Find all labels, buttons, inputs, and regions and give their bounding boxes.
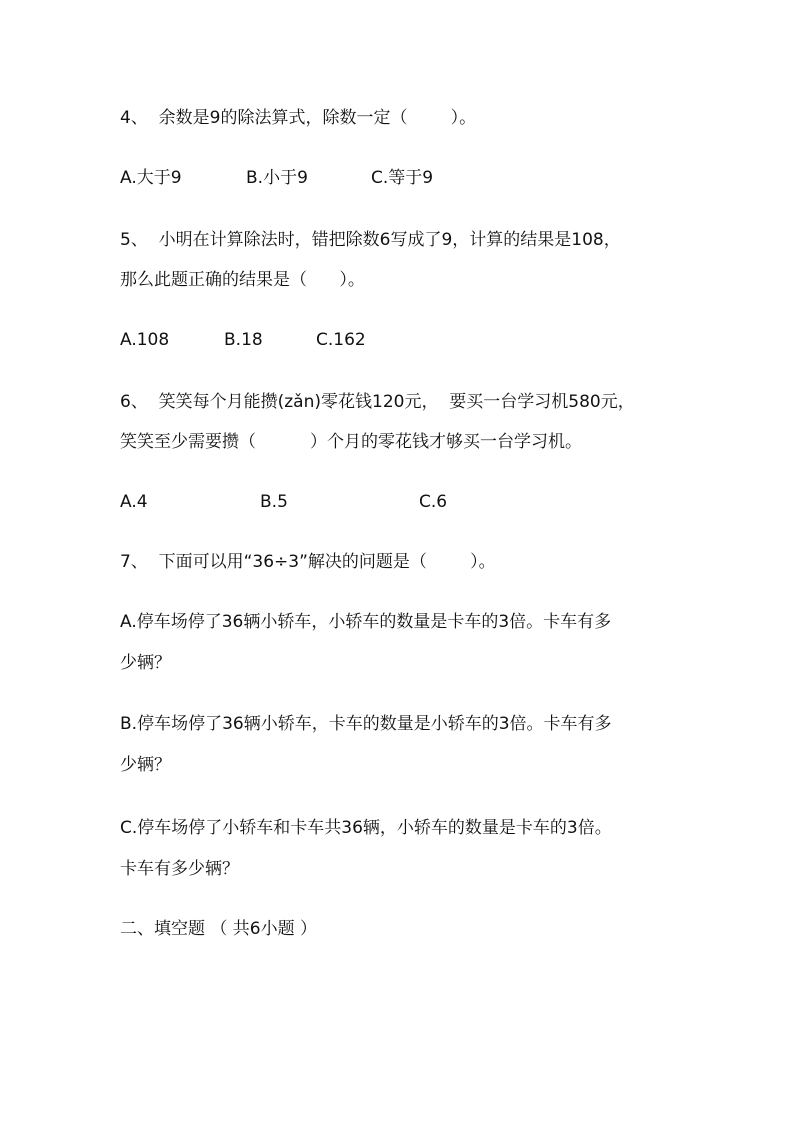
- question-5-options: [120, 328, 720, 352]
- question-7-choice-c-line-1: C.停车场停了小轿车和卡车共36辆，小轿车的数量是卡车的3倍。: [120, 818, 612, 838]
- question-7-choice-b-line-1: B.停车场停了36辆小轿车，卡车的数量是小轿车的3倍。卡车有多: [120, 714, 612, 734]
- question-5-text-line-1: 5、 小明在计算除法时，错把除数6写成了9，计算的结果是108，: [120, 230, 621, 250]
- question-6-option-a: A.4: [120, 492, 148, 512]
- question-5-option-b: B.18: [224, 330, 263, 350]
- question-4-options: [120, 166, 720, 190]
- question-4-option-c: C.等于9: [371, 168, 434, 188]
- question-7-text: 7、 下面可以用“36÷3”解决的问题是（ ）。: [120, 552, 496, 572]
- question-6-options: [120, 490, 720, 514]
- section-heading-fill-in: 二、填空题 （ 共6小题 ）: [120, 919, 318, 939]
- question-4-option-b: B.小于9: [246, 168, 308, 188]
- question-6-text-line-1: 6、 笑笑每个月能攒(zǎn)零花钱120元， 要买一台学习机580元，: [120, 392, 635, 412]
- question-6-option-c: C.6: [419, 492, 448, 512]
- question-7-choice-a-line-2: 少辆？: [120, 653, 171, 673]
- question-4-text: 4、 余数是9的除法算式，除数一定（ ）。: [120, 108, 477, 128]
- question-7-choice-a-line-1: A.停车场停了36辆小轿车，小轿车的数量是卡车的3倍。卡车有多: [120, 612, 612, 632]
- question-6-option-b: B.5: [260, 492, 288, 512]
- question-5-option-a: A.108: [120, 330, 170, 350]
- question-5-text-line-2: 那么此题正确的结果是（ ）。: [120, 270, 365, 290]
- question-7-choice-b-line-2: 少辆？: [120, 755, 171, 775]
- question-7-choice-c-line-2: 卡车有多少辆？: [120, 859, 239, 879]
- question-5-option-c: C.162: [316, 330, 366, 350]
- question-6-text-line-2: 笑笑至少需要攒（ ）个月的零花钱才够买一台学习机。: [120, 432, 583, 452]
- question-4-option-a: A.大于9: [120, 168, 182, 188]
